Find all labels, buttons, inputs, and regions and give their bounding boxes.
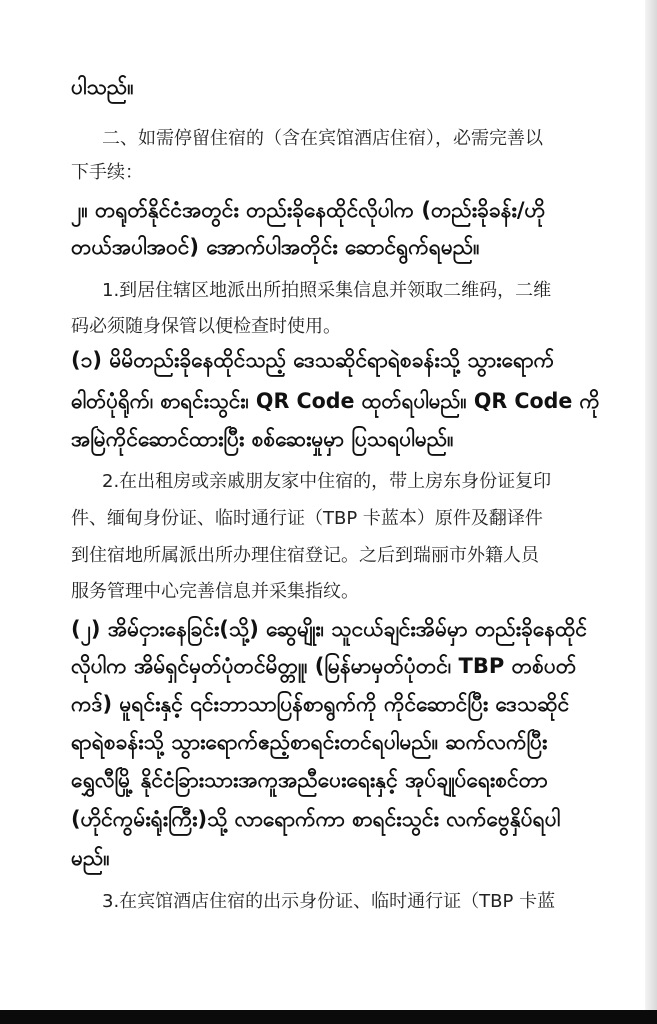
text-line: 到住宿地所属派出所办理住宿登记。之后到瑞丽市外籍人员 (71, 545, 539, 566)
text-line: လိုပါက အိမ်ရှင်မှတ်ပုံတင်မိတ္တူ၊ (မြန်မာမှတ်ပုံတင်၊ TBP တစ်ပတ် (71, 654, 577, 678)
text-line: 服务管理中心完善信息并采集指纹。 (71, 581, 359, 602)
text-line: ဓါတ်ပုံရိုက်၊ စာရင်းသွင်း၊ QR Code ထုတ်ရပါမည်။ QR Code ကို (71, 389, 600, 413)
text-line: ၂။ တရုတ်နိုင်ငံအတွင်း တည်းခိုနေထိုင်လိုပါက (တည်းခိုခန်း/ဟို (71, 198, 546, 222)
text-line: တယ်အပါအဝင်) အောက်ပါအတိုင်း ဆောင်ရွက်ရမည်။ (71, 235, 480, 259)
text-line: (၁) မိမိတည်းခိုနေထိုင်သည့် ဒေသဆိုင်ရာရဲစခန်းသို့ သွားရောက် (71, 348, 555, 372)
text-line: 件、缅甸身份证、临时通行证（TBP 卡蓝本）原件及翻译件 (71, 508, 543, 529)
text-line: ကဒ်) မူရင်းနှင့် ၎င်းဘာသာပြန်စာရွက်ကို ကိုင်ဆောင်ပြီး ဒေသဆိုင် (71, 692, 570, 716)
bottom-bar (0, 1010, 657, 1024)
text-line: ရွှေလီမြို့ နိုင်ငံခြားသားအကူအညီပေးရေးနှင့် အုပ်ချုပ်ရေးစင်တာ (71, 768, 548, 792)
text-line: 1.到居住辖区地派出所拍照采集信息并领取二维码，二维 (102, 280, 552, 301)
text-line: (ဟိုင်ကွမ်းရုံးကြီး)သို့ လာရောက်ကာ စာရင်းသွင်း လက်ဗွေနှိပ်ရပါ (71, 807, 561, 831)
text-line: 下手续： (71, 162, 143, 183)
text-line: အမြဲကိုင်ဆောင်ထားပြီး စစ်ဆေးမှုမှာ ပြသရပါမည်။ (71, 427, 454, 451)
text-line: 二、如需停留住宿的（含在宾馆酒店住宿），必需完善以 (102, 128, 543, 149)
text-line: ပါသည်။ (71, 75, 134, 99)
text-line: 2.在出租房或亲戚朋友家中住宿的，带上房东身份证复印 (102, 471, 552, 492)
page-edge-shadow (645, 0, 657, 1024)
text-line: မည်။ (71, 846, 110, 870)
text-line: ရာရဲစခန်းသို့ သွားရောက်ဧည့်စာရင်းတင်ရပါမည်။ ဆက်လက်ပြီး (71, 730, 548, 754)
text-line: 3.在宾馆酒店住宿的出示身份证、临时通行证（TBP 卡蓝 (102, 891, 556, 912)
text-line: (၂) အိမ်ငှားနေခြင်း(သို့) ဆွေမျိုး၊ သူငယ်ချင်းအိမ်မှာ တည်းခိုနေထိုင် (71, 617, 588, 641)
text-line: 码必须随身保管以便检查时使用。 (71, 316, 341, 337)
